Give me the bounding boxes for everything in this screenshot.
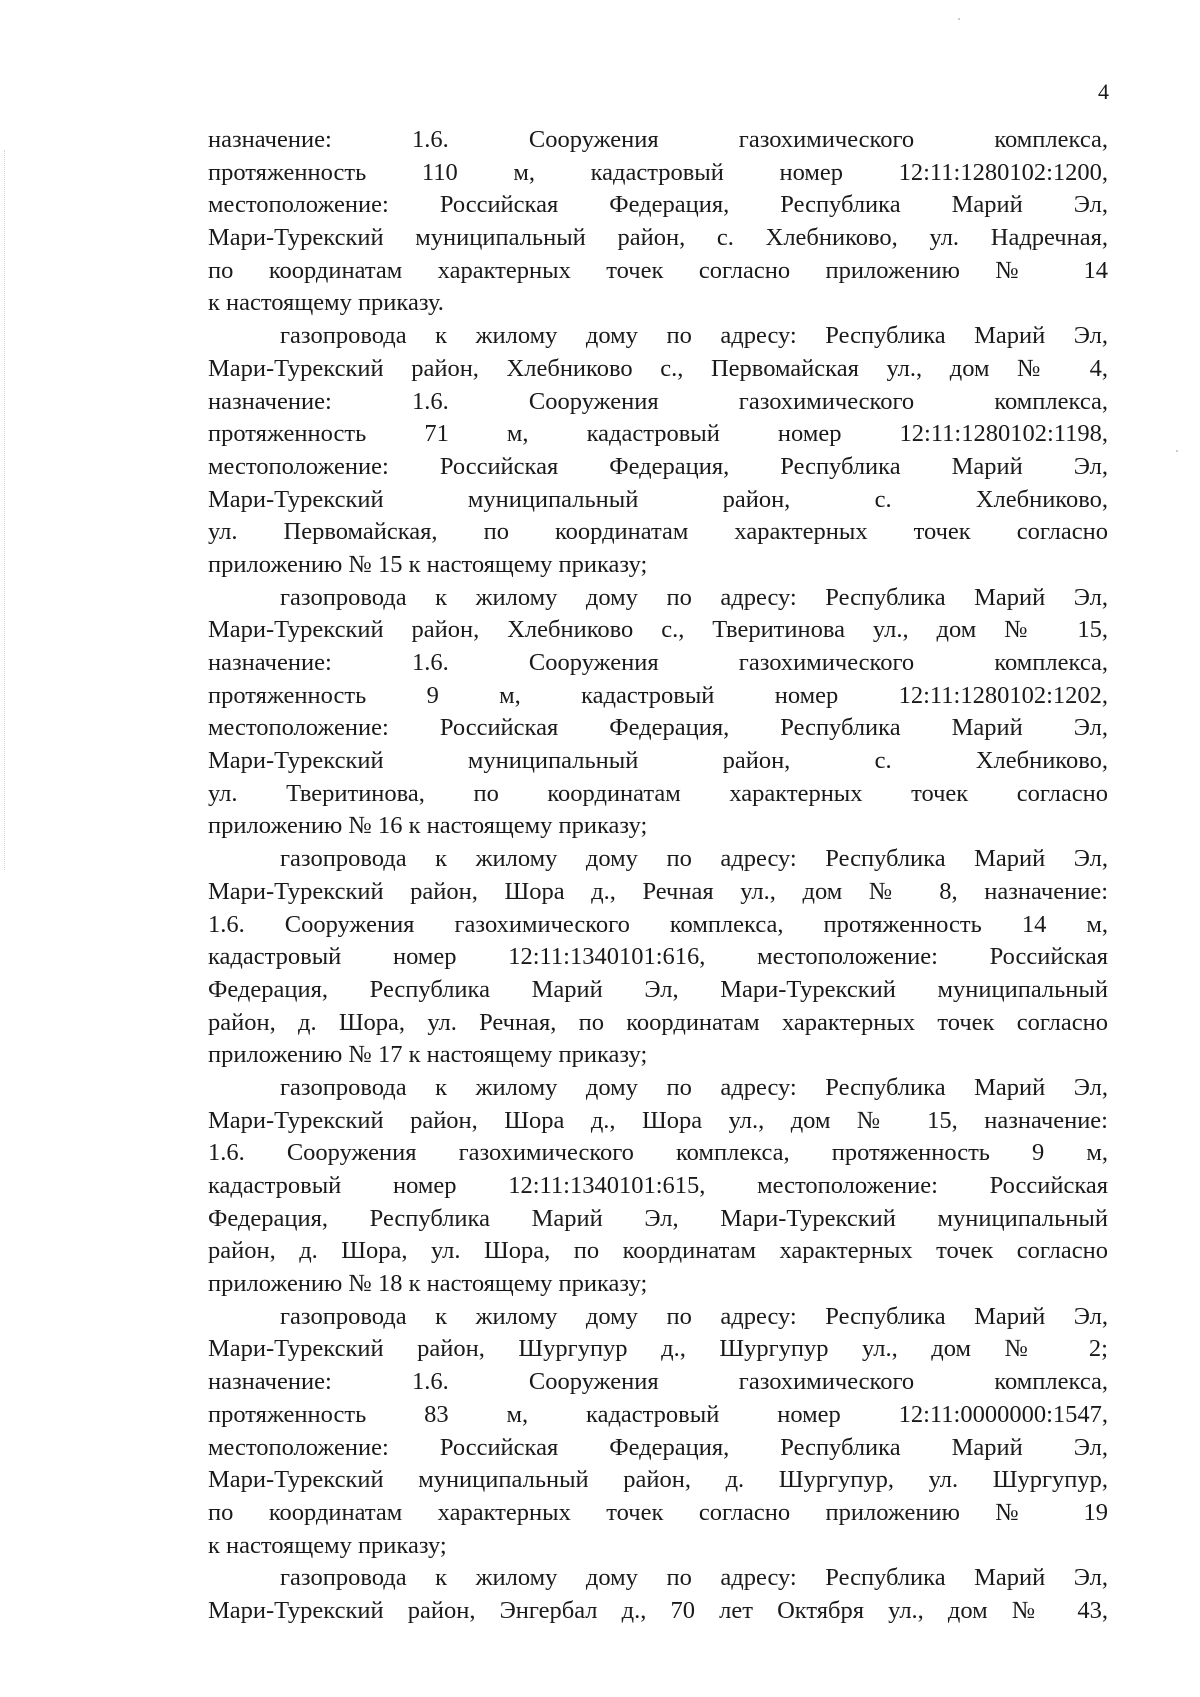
text-line: приложению № 16 к настоящему приказу; (208, 812, 648, 840)
text-line: Мари-Турекский муниципальный район, с. Хлебниково, (208, 747, 1108, 775)
text-line: кадастровый номер 12:11:1340101:616, местоположение: Российская (208, 943, 1108, 971)
text-line: к настоящему приказу; (208, 1531, 447, 1559)
text-line: район, д. Шора, ул. Шора, по координатам характерных точек согласно (208, 1237, 1108, 1265)
text-line: Федерация, Республика Марий Эл, Мари-Турекский муниципальный (208, 975, 1108, 1003)
text-line: Мари-Турекский район, Хлебниково с., Первомайская ул., дом № 4, (208, 354, 1108, 382)
text-line: по координатам характерных точек согласно приложению № 19 (208, 1498, 1108, 1526)
text-line: ул. Тверитинова, по координатам характерных точек согласно (208, 779, 1108, 807)
text-line: район, д. Шора, ул. Речная, по координатам характерных точек согласно (208, 1008, 1108, 1036)
text-line: назначение: 1.6. Сооружения газохимического комплекса, (208, 649, 1108, 676)
text-line: приложению № 17 к настоящему приказу; (208, 1041, 648, 1069)
text-line: назначение: 1.6. Сооружения газохимического комплекса, (208, 387, 1108, 415)
scan-margin-marks (4, 150, 11, 870)
document-body (208, 124, 1108, 1628)
text-line: местоположение: Российская Федерация, Республика Марий Эл, (208, 714, 1108, 742)
text-line: 1.6. Сооружения газохимического комплекса, протяженность 14 м, (208, 910, 1108, 938)
text-line: протяженность 9 м, кадастровый номер 12:11:1280102:1202, (208, 681, 1108, 709)
text-line: Мари-Турекский район, Шора д., Шора ул., дом № 15, назначение: (208, 1106, 1108, 1134)
text-line: местоположение: Российская Федерация, Республика Марий Эл, (208, 452, 1108, 480)
text-line: назначение: 1.6. Сооружения газохимического комплекса, (208, 126, 1108, 153)
text-line: Мари-Турекский район, Шургупур д., Шургупур ул., дом № 2; (208, 1335, 1108, 1363)
text-line: Мари-Турекский муниципальный район, с. Хлебниково, ул. Надречная, (208, 224, 1108, 252)
text-line: приложению № 15 к настоящему приказу; (208, 550, 648, 578)
text-line: Мари-Турекский район, Энгербал д., 70 лет Октября ул., дом № 43, (208, 1596, 1108, 1624)
text-line: газопровода к жилому дому по адресу: Республика Марий Эл, (280, 845, 1108, 873)
text-line: Федерация, Республика Марий Эл, Мари-Турекский муниципальный (208, 1204, 1108, 1232)
scan-speck (958, 18, 960, 20)
text-line: назначение: 1.6. Сооружения газохимического комплекса, (208, 1368, 1108, 1396)
text-line: газопровода к жилому дому по адресу: Республика Марий Эл, (280, 1564, 1108, 1592)
text-line: газопровода к жилому дому по адресу: Республика Марий Эл, (280, 583, 1108, 611)
text-line: протяженность 83 м, кадастровый номер 12:11:0000000:1547, (208, 1400, 1108, 1428)
text-line: 1.6. Сооружения газохимического комплекса, протяженность 9 м, (208, 1139, 1108, 1167)
page-number: 4 (1098, 79, 1109, 104)
text-line: Мари-Турекский район, Хлебниково с., Тверитинова ул., дом № 15, (208, 616, 1108, 644)
text-line: протяженность 110 м, кадастровый номер 12:11:1280102:1200, (208, 158, 1108, 186)
text-line: по координатам характерных точек согласно приложению № 14 (208, 256, 1108, 284)
text-line: местоположение: Российская Федерация, Республика Марий Эл, (208, 191, 1108, 219)
text-line: приложению № 18 к настоящему приказу; (208, 1270, 648, 1298)
text-line: газопровода к жилому дому по адресу: Республика Марий Эл, (280, 322, 1108, 350)
text-line: кадастровый номер 12:11:1340101:615, местоположение: Российская (208, 1172, 1108, 1199)
text-line: газопровода к жилому дому по адресу: Республика Марий Эл, (280, 1073, 1108, 1101)
text-line: Мари-Турекский район, Шора д., Речная ул., дом № 8, назначение: (208, 877, 1108, 905)
text-line: Мари-Турекский муниципальный район, д. Шургупур, ул. Шургупур, (208, 1466, 1108, 1494)
text-line: местоположение: Российская Федерация, Республика Марий Эл, (208, 1433, 1108, 1461)
scan-speck (1176, 450, 1178, 452)
text-line: ул. Первомайская, по координатам характерных точек согласно (208, 518, 1108, 546)
text-line: протяженность 71 м, кадастровый номер 12:11:1280102:1198, (208, 420, 1108, 448)
text-line: газопровода к жилому дому по адресу: Республика Марий Эл, (280, 1302, 1108, 1330)
text-line: Мари-Турекский муниципальный район, с. Хлебниково, (208, 485, 1108, 513)
text-line: к настоящему приказу. (208, 289, 444, 317)
